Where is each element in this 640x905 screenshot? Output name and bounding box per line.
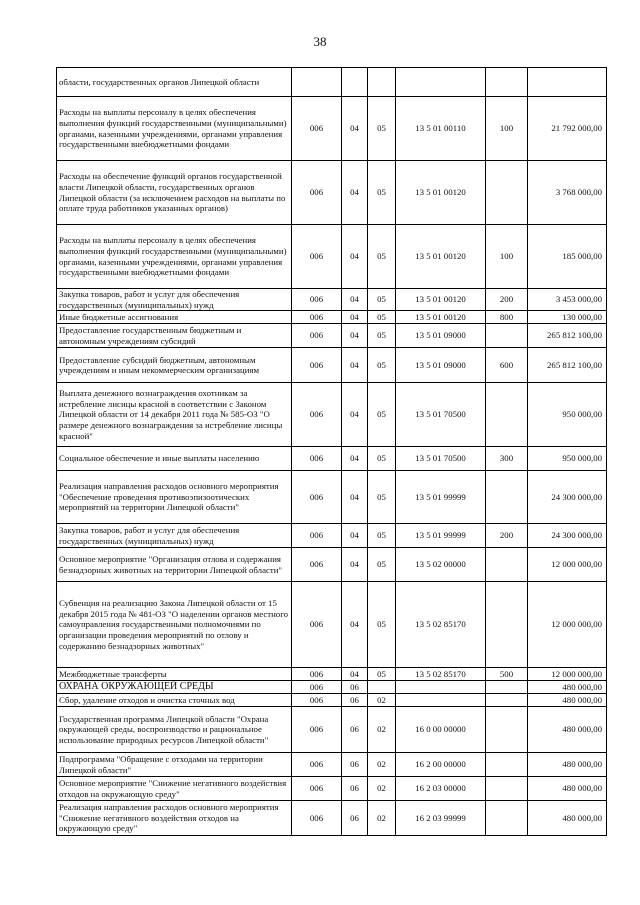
target-article-code: 16 2 03 99999 (396, 801, 486, 836)
budget-item-name: Закупка товаров, работ и услуг для обеспечения государственных (муниципальных) нужд (57, 289, 292, 311)
table-row (57, 471, 607, 524)
budget-item-name: Иные бюджетные ассигнования (57, 311, 292, 324)
amount: 12 000 000,00 (528, 548, 607, 582)
expense-type-code: 100 (486, 97, 528, 161)
subsection-code: 05 (368, 524, 396, 548)
section-code: 04 (342, 225, 368, 289)
target-article-code: 16 2 03 00000 (396, 777, 486, 801)
table-row (57, 707, 607, 753)
expense-type-code: 500 (486, 668, 528, 681)
subsection-code: 05 (368, 582, 396, 668)
budget-item-name: Сбор, удаление отходов и очистка сточных вод (57, 694, 292, 707)
target-article-code: 16 2 00 00000 (396, 753, 486, 777)
expense-type-code: 200 (486, 289, 528, 311)
amount: 12 000 000,00 (528, 582, 607, 668)
ministry-code: 006 (292, 289, 342, 311)
section-code: 06 (342, 753, 368, 777)
table-row (57, 694, 607, 707)
section-code: 04 (342, 348, 368, 383)
target-article-code: 13 5 01 99999 (396, 471, 486, 524)
section-code: 04 (342, 668, 368, 681)
budget-table (56, 67, 607, 836)
section-code: 04 (342, 289, 368, 311)
table-row (57, 681, 607, 694)
section-code: 06 (342, 707, 368, 753)
table-row (57, 447, 607, 471)
section-code: 04 (342, 97, 368, 161)
section-code: 06 (342, 694, 368, 707)
budget-item-name: Реализация направления расходов основного мероприятия "Обеспечение проведения противоэпизоотических мероприятий на территории Липецкой области" (57, 471, 292, 524)
expense-type-code (486, 777, 528, 801)
budget-item-name: Основное мероприятие "Организация отлова и содержания безнадзорных животных на территории Липецкой области" (57, 548, 292, 582)
budget-item-name: Выплата денежного вознаграждения охотникам за истребление лисицы красной в соответствии с Законом Липецкой области от 14 декабря 2011 года № 585-ОЗ "О размере денежного вознаграждения за истребление лисицы красной" (57, 383, 292, 447)
section-code: 04 (342, 161, 368, 225)
amount: 21 792 000,00 (528, 97, 607, 161)
amount: 3 453 000,00 (528, 289, 607, 311)
ministry-code: 006 (292, 471, 342, 524)
section-code: 06 (342, 681, 368, 694)
table-row (57, 289, 607, 311)
table-row (57, 225, 607, 289)
section-code: 06 (342, 777, 368, 801)
subsection-code: 05 (368, 225, 396, 289)
target-article-code: 13 5 01 00120 (396, 161, 486, 225)
subsection-code: 02 (368, 753, 396, 777)
table-row (57, 668, 607, 681)
budget-item-name: Расходы на выплаты персоналу в целях обеспечения выполнения функций государственными (муниципальными) органами, казенными учреждениями, органами управления государственными внебюджетными фондами (57, 97, 292, 161)
ministry-code: 006 (292, 348, 342, 383)
target-article-code (396, 681, 486, 694)
amount: 24 300 000,00 (528, 471, 607, 524)
subsection-code: 05 (368, 311, 396, 324)
subsection-code: 02 (368, 777, 396, 801)
amount: 185 000,00 (528, 225, 607, 289)
ministry-code: 006 (292, 777, 342, 801)
budget-item-name: Основное мероприятие "Снижение негативного воздействия отходов на окружающую среду" (57, 777, 292, 801)
section-code: 04 (342, 471, 368, 524)
expense-type-code: 600 (486, 348, 528, 383)
amount (528, 68, 607, 97)
budget-item-name: Субвенция на реализацию Закона Липецкой области от 15 декабря 2015 года № 481-ОЗ "О наделении органов местного самоуправления государственными полномочиями по организации проведения мероприятий по отлову и содержанию безнадзорных животных" (57, 582, 292, 668)
subsection-code: 05 (368, 668, 396, 681)
expense-type-code: 300 (486, 447, 528, 471)
amount: 265 812 100,00 (528, 324, 607, 348)
target-article-code: 13 5 01 00110 (396, 97, 486, 161)
target-article-code: 13 5 01 70500 (396, 447, 486, 471)
budget-item-name: Расходы на обеспечение функций органов государственной власти Липецкой области, государственных органов Липецкой области (за исключением расходов на выплаты по оплате труда работников указанных органов) (57, 161, 292, 225)
table-row (57, 348, 607, 383)
budget-item-name: Реализация направления расходов основного мероприятия "Снижение негативного воздействия отходов на окружающую среду" (57, 801, 292, 836)
expense-type-code (486, 707, 528, 753)
section-code: 04 (342, 447, 368, 471)
expense-type-code (486, 324, 528, 348)
ministry-code: 006 (292, 582, 342, 668)
target-article-code (396, 694, 486, 707)
table-row (57, 777, 607, 801)
section-code: 04 (342, 324, 368, 348)
expense-type-code (486, 753, 528, 777)
target-article-code: 13 5 01 99999 (396, 524, 486, 548)
table-row (57, 97, 607, 161)
target-article-code: 16 0 00 00000 (396, 707, 486, 753)
subsection-code: 02 (368, 707, 396, 753)
expense-type-code (486, 383, 528, 447)
target-article-code: 13 5 01 00120 (396, 289, 486, 311)
section-code: 04 (342, 582, 368, 668)
ministry-code: 006 (292, 707, 342, 753)
budget-item-name: Предоставление государственным бюджетным и автономным учреждениям субсидий (57, 324, 292, 348)
budget-item-name: ОХРАНА ОКРУЖАЮЩЕЙ СРЕДЫ (57, 681, 292, 694)
section-code (342, 68, 368, 97)
expense-type-code (486, 161, 528, 225)
table-row (57, 311, 607, 324)
target-article-code: 13 5 01 70500 (396, 383, 486, 447)
subsection-code: 05 (368, 383, 396, 447)
subsection-code: 05 (368, 471, 396, 524)
subsection-code: 05 (368, 324, 396, 348)
amount: 480 000,00 (528, 777, 607, 801)
ministry-code: 006 (292, 668, 342, 681)
ministry-code: 006 (292, 447, 342, 471)
expense-type-code (486, 471, 528, 524)
ministry-code: 006 (292, 225, 342, 289)
table-row (57, 68, 607, 97)
subsection-code: 05 (368, 447, 396, 471)
expense-type-code: 800 (486, 311, 528, 324)
section-code: 04 (342, 383, 368, 447)
ministry-code: 006 (292, 311, 342, 324)
amount: 24 300 000,00 (528, 524, 607, 548)
target-article-code: 13 5 01 09000 (396, 348, 486, 383)
amount: 130 000,00 (528, 311, 607, 324)
amount: 480 000,00 (528, 694, 607, 707)
amount: 480 000,00 (528, 681, 607, 694)
subsection-code: 02 (368, 694, 396, 707)
amount: 12 000 000,00 (528, 668, 607, 681)
budget-item-name: Государственная программа Липецкой области "Охрана окружающей среды, воспроизводство и рациональное использование природных ресурсов Липецкой области" (57, 707, 292, 753)
table-row (57, 324, 607, 348)
budget-item-name: Предоставление субсидий бюджетным, автономным учреждениям и иным некоммерческим организациям (57, 348, 292, 383)
subsection-code (368, 681, 396, 694)
expense-type-code (486, 68, 528, 97)
subsection-code: 05 (368, 548, 396, 582)
amount: 265 812 100,00 (528, 348, 607, 383)
amount: 480 000,00 (528, 707, 607, 753)
target-article-code: 13 5 02 00000 (396, 548, 486, 582)
target-article-code: 13 5 02 85170 (396, 668, 486, 681)
target-article-code: 13 5 01 00120 (396, 225, 486, 289)
ministry-code: 006 (292, 383, 342, 447)
ministry-code: 006 (292, 753, 342, 777)
expense-type-code (486, 582, 528, 668)
ministry-code: 006 (292, 524, 342, 548)
subsection-code: 02 (368, 801, 396, 836)
table-row (57, 753, 607, 777)
ministry-code: 006 (292, 548, 342, 582)
ministry-code: 006 (292, 801, 342, 836)
target-article-code: 13 5 01 00120 (396, 311, 486, 324)
target-article-code: 13 5 01 09000 (396, 324, 486, 348)
expense-type-code (486, 801, 528, 836)
table-row (57, 801, 607, 836)
ministry-code: 006 (292, 694, 342, 707)
budget-item-name: Межбюджетные трансферты (57, 668, 292, 681)
amount: 480 000,00 (528, 801, 607, 836)
ministry-code (292, 68, 342, 97)
page-number: 38 (313, 34, 327, 49)
expense-type-code: 200 (486, 524, 528, 548)
expense-type-code (486, 694, 528, 707)
subsection-code: 05 (368, 348, 396, 383)
subsection-code: 05 (368, 97, 396, 161)
ministry-code: 006 (292, 681, 342, 694)
budget-item-name: Закупка товаров, работ и услуг для обеспечения государственных (муниципальных) нужд (57, 524, 292, 548)
subsection-code: 05 (368, 161, 396, 225)
amount: 950 000,00 (528, 383, 607, 447)
target-article-code: 13 5 02 85170 (396, 582, 486, 668)
ministry-code: 006 (292, 161, 342, 225)
section-code: 04 (342, 548, 368, 582)
subsection-code (368, 68, 396, 97)
table-row (57, 383, 607, 447)
amount: 480 000,00 (528, 753, 607, 777)
target-article-code (396, 68, 486, 97)
budget-item-name: Расходы на выплаты персоналу в целях обеспечения выполнения функций государственными (муниципальными) органами, казенными учреждениями, органами управления государственными внебюджетными фондами (57, 225, 292, 289)
ministry-code: 006 (292, 97, 342, 161)
section-code: 06 (342, 801, 368, 836)
table-row (57, 548, 607, 582)
amount: 3 768 000,00 (528, 161, 607, 225)
section-code: 04 (342, 524, 368, 548)
budget-item-name: области, государственных органов Липецкой области (57, 68, 292, 97)
budget-item-name: Социальное обеспечение и иные выплаты населению (57, 447, 292, 471)
budget-item-name: Подпрограмма "Обращение с отходами на территории Липецкой области" (57, 753, 292, 777)
expense-type-code (486, 548, 528, 582)
expense-type-code: 100 (486, 225, 528, 289)
section-code: 04 (342, 311, 368, 324)
table-row (57, 161, 607, 225)
expense-type-code (486, 681, 528, 694)
ministry-code: 006 (292, 324, 342, 348)
table-row (57, 582, 607, 668)
amount: 950 000,00 (528, 447, 607, 471)
table-row (57, 524, 607, 548)
subsection-code: 05 (368, 289, 396, 311)
